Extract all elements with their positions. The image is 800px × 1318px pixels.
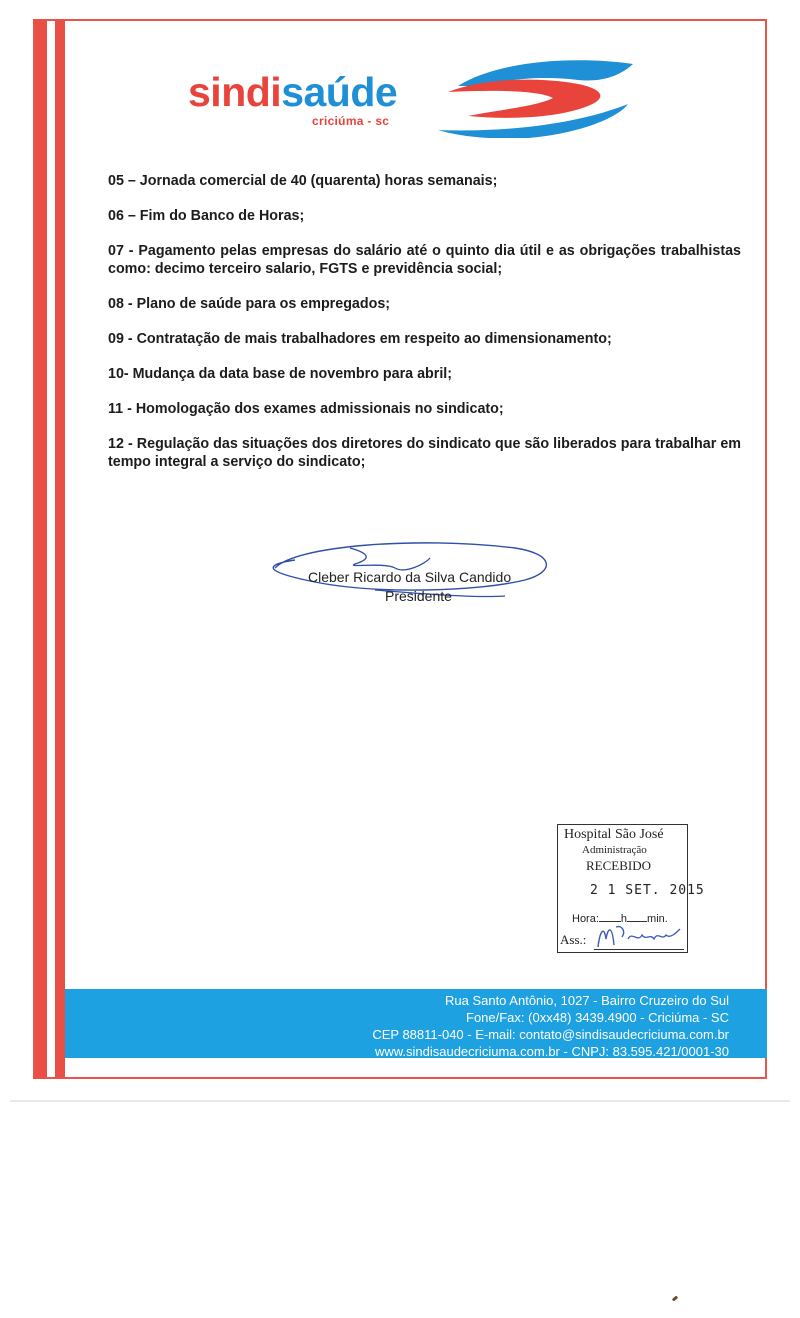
list-item: 12 - Regulação das situações dos diretores do sindicato que são liberados para trabalhar em tempo integral a serviço do sindicato;	[108, 436, 741, 470]
signatory-title: Presidente	[385, 588, 452, 604]
list-item: 10- Mudança da data base de novembro para abril;	[108, 366, 453, 382]
scan-speck	[672, 1295, 679, 1301]
list-item: 09 - Contratação de mais trabalhadores em respeito ao dimensionamento;	[108, 331, 612, 347]
stamp-min-label: min.	[647, 913, 668, 925]
footer-phone: Fone/Fax: (0xx48) 3439.4900 - Criciúma - SC	[466, 1010, 729, 1025]
footer-address: Rua Santo Antônio, 1027 - Bairro Cruzeiro do Sul	[444, 993, 729, 1008]
stamp-handwritten-initials-icon	[592, 921, 687, 951]
list-item: 06 – Fim do Banco de Horas;	[108, 208, 305, 224]
demands-list	[108, 172, 741, 488]
stamp-hospital: Hospital São José	[564, 827, 664, 842]
stamp-ass-label: Ass.:	[560, 932, 587, 947]
logo-word-sindi: sindi	[188, 69, 282, 115]
signatory-name: Cleber Ricardo da Silva Candido	[308, 569, 512, 585]
stamp-h-label: h	[620, 913, 628, 925]
list-item: 05 – Jornada comercial de 40 (quarenta) horas semanais;	[108, 173, 498, 189]
stamp-received: RECEBIDO	[586, 858, 651, 873]
logo-word-saude: saúde	[281, 69, 398, 115]
footer-cep-email[interactable]: CEP 88811-040 - E-mail: contato@sindisaudecriciuma.com.br	[372, 1027, 729, 1042]
logo-subtitle: criciúma - sc	[312, 114, 390, 128]
footer-site-cnpj[interactable]: www.sindisaudecriciuma.com.br - CNPJ: 83.595.421/0001-30	[374, 1044, 729, 1059]
footer-contact-bar	[65, 989, 767, 1058]
signature-block	[255, 538, 565, 608]
stamp-hora-label: Hora:	[572, 913, 599, 925]
logo-wordmark	[188, 69, 398, 115]
list-item: 11 - Homologação dos exames admissionais no sindicato;	[108, 401, 504, 417]
stamp-department: Administração	[582, 844, 647, 856]
received-stamp	[557, 824, 705, 953]
stamp-date: 2 1 SET. 2015	[590, 883, 705, 898]
page-edge	[10, 1100, 790, 1102]
sindisaude-logo	[188, 58, 648, 138]
list-item: 07 - Pagamento pelas empresas do salário até o quinto dia útil e as obrigações trabalhistas como: decimo terceiro salario, FGTS e previdência social;	[108, 243, 741, 277]
list-item: 08 - Plano de saúde para os empregados;	[108, 296, 391, 312]
logo-swoosh-icon	[428, 58, 648, 138]
